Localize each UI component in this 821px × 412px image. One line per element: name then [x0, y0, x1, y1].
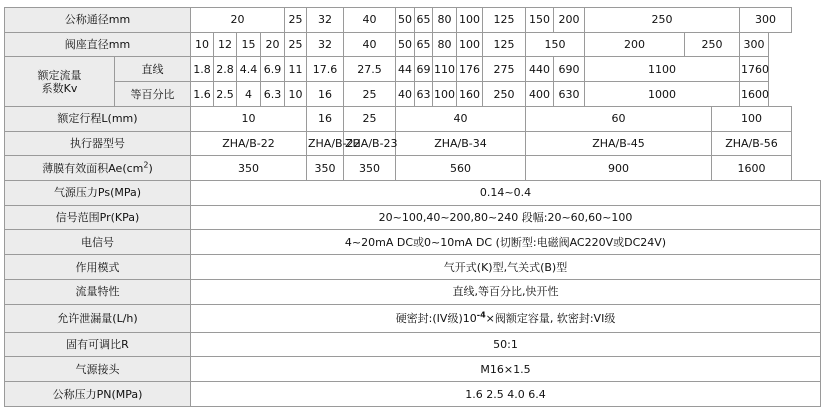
nominal-diameter-cell: 125 — [483, 8, 526, 33]
nominal-diameter-row — [5, 8, 821, 33]
nominal-diameter-cell: 20 — [191, 8, 285, 33]
flow-linear-cell: 690 — [554, 57, 585, 82]
rated-flow-label-line1: 额定流量 — [37, 68, 82, 82]
diaphragm-row — [5, 156, 821, 181]
flow-linear-cell: 1.8 — [191, 57, 214, 82]
nominal-diameter-cell: 25 — [285, 8, 307, 33]
stroke-row — [5, 106, 821, 131]
actuator-cell: ZHA/B-22 — [307, 131, 344, 156]
actuator-cell: ZHA/B-56 — [712, 131, 792, 156]
nominal-diameter-cell: 40 — [344, 8, 396, 33]
action-mode-value: 气开式(K)型,气关式(B)型 — [191, 255, 821, 280]
flow-linear-cell: 4.4 — [237, 57, 261, 82]
rangeability-value: 50:1 — [191, 332, 821, 357]
stroke-label: 额定行程L(mm) — [5, 106, 191, 131]
flow-linear-cell: 44 — [396, 57, 415, 82]
flow-equal-row — [5, 82, 821, 107]
leakage-label: 允许泄漏量(L/h) — [5, 304, 191, 332]
nominal-diameter-cell: 65 — [415, 8, 433, 33]
seat-diameter-cell: 125 — [483, 32, 526, 57]
diaphragm-label-end: ) — [148, 161, 153, 175]
stroke-cell: 10 — [191, 106, 307, 131]
flow-character-label: 流量特性 — [5, 279, 191, 304]
seat-diameter-cell: 150 — [526, 32, 585, 57]
diaphragm-label — [5, 156, 191, 181]
flow-equal-cell: 16 — [307, 82, 344, 107]
actuator-cell: ZHA/B-23 — [344, 131, 396, 156]
flow-equal-cell: 2.5 — [214, 82, 237, 107]
seat-diameter-cell: 80 — [433, 32, 457, 57]
seat-diameter-cell: 100 — [457, 32, 483, 57]
stroke-cell: 60 — [526, 106, 712, 131]
flow-linear-cell: 176 — [457, 57, 483, 82]
flow-linear-cell: 11 — [285, 57, 307, 82]
air-pressure-label: 气源压力Ps(MPa) — [5, 181, 191, 206]
air-pressure-value: 0.14~0.4 — [191, 181, 821, 206]
electric-signal-value: 4~20mA DC或0~10mA DC (切断型:电磁阀AC220V或DC24V) — [191, 230, 821, 255]
rated-flow-label — [5, 57, 115, 106]
diaphragm-label-sup: 2 — [143, 160, 149, 170]
seat-diameter-cell: 25 — [285, 32, 307, 57]
nominal-diameter-cell: 80 — [433, 8, 457, 33]
nominal-diameter-cell: 150 — [526, 8, 554, 33]
leakage-value-part1: 硬密封:(IV级)10 — [395, 311, 477, 325]
seat-diameter-cell: 50 — [396, 32, 415, 57]
flow-equal-cell: 1.6 — [191, 82, 214, 107]
diaphragm-label-text: 薄膜有效面积Ae(cm — [42, 161, 144, 175]
diaphragm-cell: 350 — [307, 156, 344, 181]
flow-linear-cell: 1100 — [585, 57, 740, 82]
air-connection-label: 气源接头 — [5, 357, 191, 382]
diaphragm-cell: 1600 — [712, 156, 792, 181]
diaphragm-cell: 900 — [526, 156, 712, 181]
flow-linear-cell: 2.8 — [214, 57, 237, 82]
flow-linear-label: 直线 — [115, 57, 191, 82]
seat-diameter-cell: 15 — [237, 32, 261, 57]
flow-equal-cell: 400 — [526, 82, 554, 107]
leakage-value — [191, 304, 821, 332]
seat-diameter-cell: 65 — [415, 32, 433, 57]
actuator-cell: ZHA/B-22 — [191, 131, 307, 156]
flow-equal-cell: 100 — [433, 82, 457, 107]
nominal-diameter-cell: 50 — [396, 8, 415, 33]
nominal-diameter-cell: 300 — [740, 8, 792, 33]
flow-equal-cell: 63 — [415, 82, 433, 107]
seat-diameter-cell: 40 — [344, 32, 396, 57]
air-pressure-row — [5, 181, 821, 206]
flow-linear-cell: 275 — [483, 57, 526, 82]
nominal-pressure-value: 1.6 2.5 4.0 6.4 — [191, 382, 821, 407]
nominal-diameter-cell: 200 — [554, 8, 585, 33]
actuator-cell: ZHA/B-34 — [396, 131, 526, 156]
nominal-diameter-label: 公称通径mm — [5, 8, 191, 33]
flow-equal-cell: 25 — [344, 82, 396, 107]
seat-diameter-label: 阀座直径mm — [5, 32, 191, 57]
air-connection-value: M16×1.5 — [191, 357, 821, 382]
electric-signal-label: 电信号 — [5, 230, 191, 255]
leakage-value-sup: -4 — [476, 309, 486, 319]
diaphragm-cell: 350 — [344, 156, 396, 181]
flow-equal-cell: 1600 — [740, 82, 769, 107]
flow-linear-cell: 1760 — [740, 57, 769, 82]
nominal-diameter-cell: 250 — [585, 8, 740, 33]
flow-equal-cell: 10 — [285, 82, 307, 107]
flow-character-row — [5, 279, 821, 304]
nominal-diameter-cell: 32 — [307, 8, 344, 33]
seat-diameter-cell: 12 — [214, 32, 237, 57]
flow-equal-cell: 630 — [554, 82, 585, 107]
flow-equal-cell: 250 — [483, 82, 526, 107]
actuator-row — [5, 131, 821, 156]
flow-linear-cell: 110 — [433, 57, 457, 82]
signal-range-value: 20~100,40~200,80~240 段幅:20~60,60~100 — [191, 205, 821, 230]
flow-equal-cell: 40 — [396, 82, 415, 107]
nominal-pressure-label: 公称压力PN(MPa) — [5, 382, 191, 407]
actuator-label: 执行器型号 — [5, 131, 191, 156]
electric-signal-row — [5, 230, 821, 255]
stroke-cell: 25 — [344, 106, 396, 131]
flow-equal-cell: 1000 — [585, 82, 740, 107]
stroke-cell: 16 — [307, 106, 344, 131]
stroke-cell: 40 — [396, 106, 526, 131]
flow-character-value: 直线,等百分比,快开性 — [191, 279, 821, 304]
flow-equal-cell: 6.3 — [261, 82, 285, 107]
flow-linear-row — [5, 57, 821, 82]
flow-equal-cell: 4 — [237, 82, 261, 107]
diaphragm-cell: 350 — [191, 156, 307, 181]
signal-range-row — [5, 205, 821, 230]
flow-linear-cell: 69 — [415, 57, 433, 82]
leakage-row — [5, 304, 821, 332]
actuator-cell: ZHA/B-45 — [526, 131, 712, 156]
rangeability-label: 固有可调比R — [5, 332, 191, 357]
flow-equal-label: 等百分比 — [115, 82, 191, 107]
nominal-pressure-row — [5, 382, 821, 407]
seat-diameter-row — [5, 32, 821, 57]
action-mode-label: 作用模式 — [5, 255, 191, 280]
seat-diameter-cell: 20 — [261, 32, 285, 57]
stroke-cell: 100 — [712, 106, 792, 131]
seat-diameter-cell: 10 — [191, 32, 214, 57]
leakage-value-part2: ×阀额定容量, 软密封:VI级 — [485, 311, 616, 325]
flow-linear-cell: 6.9 — [261, 57, 285, 82]
flow-linear-cell: 440 — [526, 57, 554, 82]
seat-diameter-cell: 200 — [585, 32, 685, 57]
rangeability-row — [5, 332, 821, 357]
signal-range-label: 信号范围Pr(KPa) — [5, 205, 191, 230]
rated-flow-label-line2: 系数Kv — [41, 81, 78, 95]
flow-equal-cell: 160 — [457, 82, 483, 107]
nominal-diameter-cell: 100 — [457, 8, 483, 33]
flow-linear-cell: 17.6 — [307, 57, 344, 82]
seat-diameter-cell: 300 — [740, 32, 769, 57]
flow-linear-cell: 27.5 — [344, 57, 396, 82]
seat-diameter-cell: 250 — [685, 32, 740, 57]
air-connection-row — [5, 357, 821, 382]
action-mode-row — [5, 255, 821, 280]
seat-diameter-cell: 32 — [307, 32, 344, 57]
valve-spec-table — [4, 7, 821, 407]
diaphragm-cell: 560 — [396, 156, 526, 181]
